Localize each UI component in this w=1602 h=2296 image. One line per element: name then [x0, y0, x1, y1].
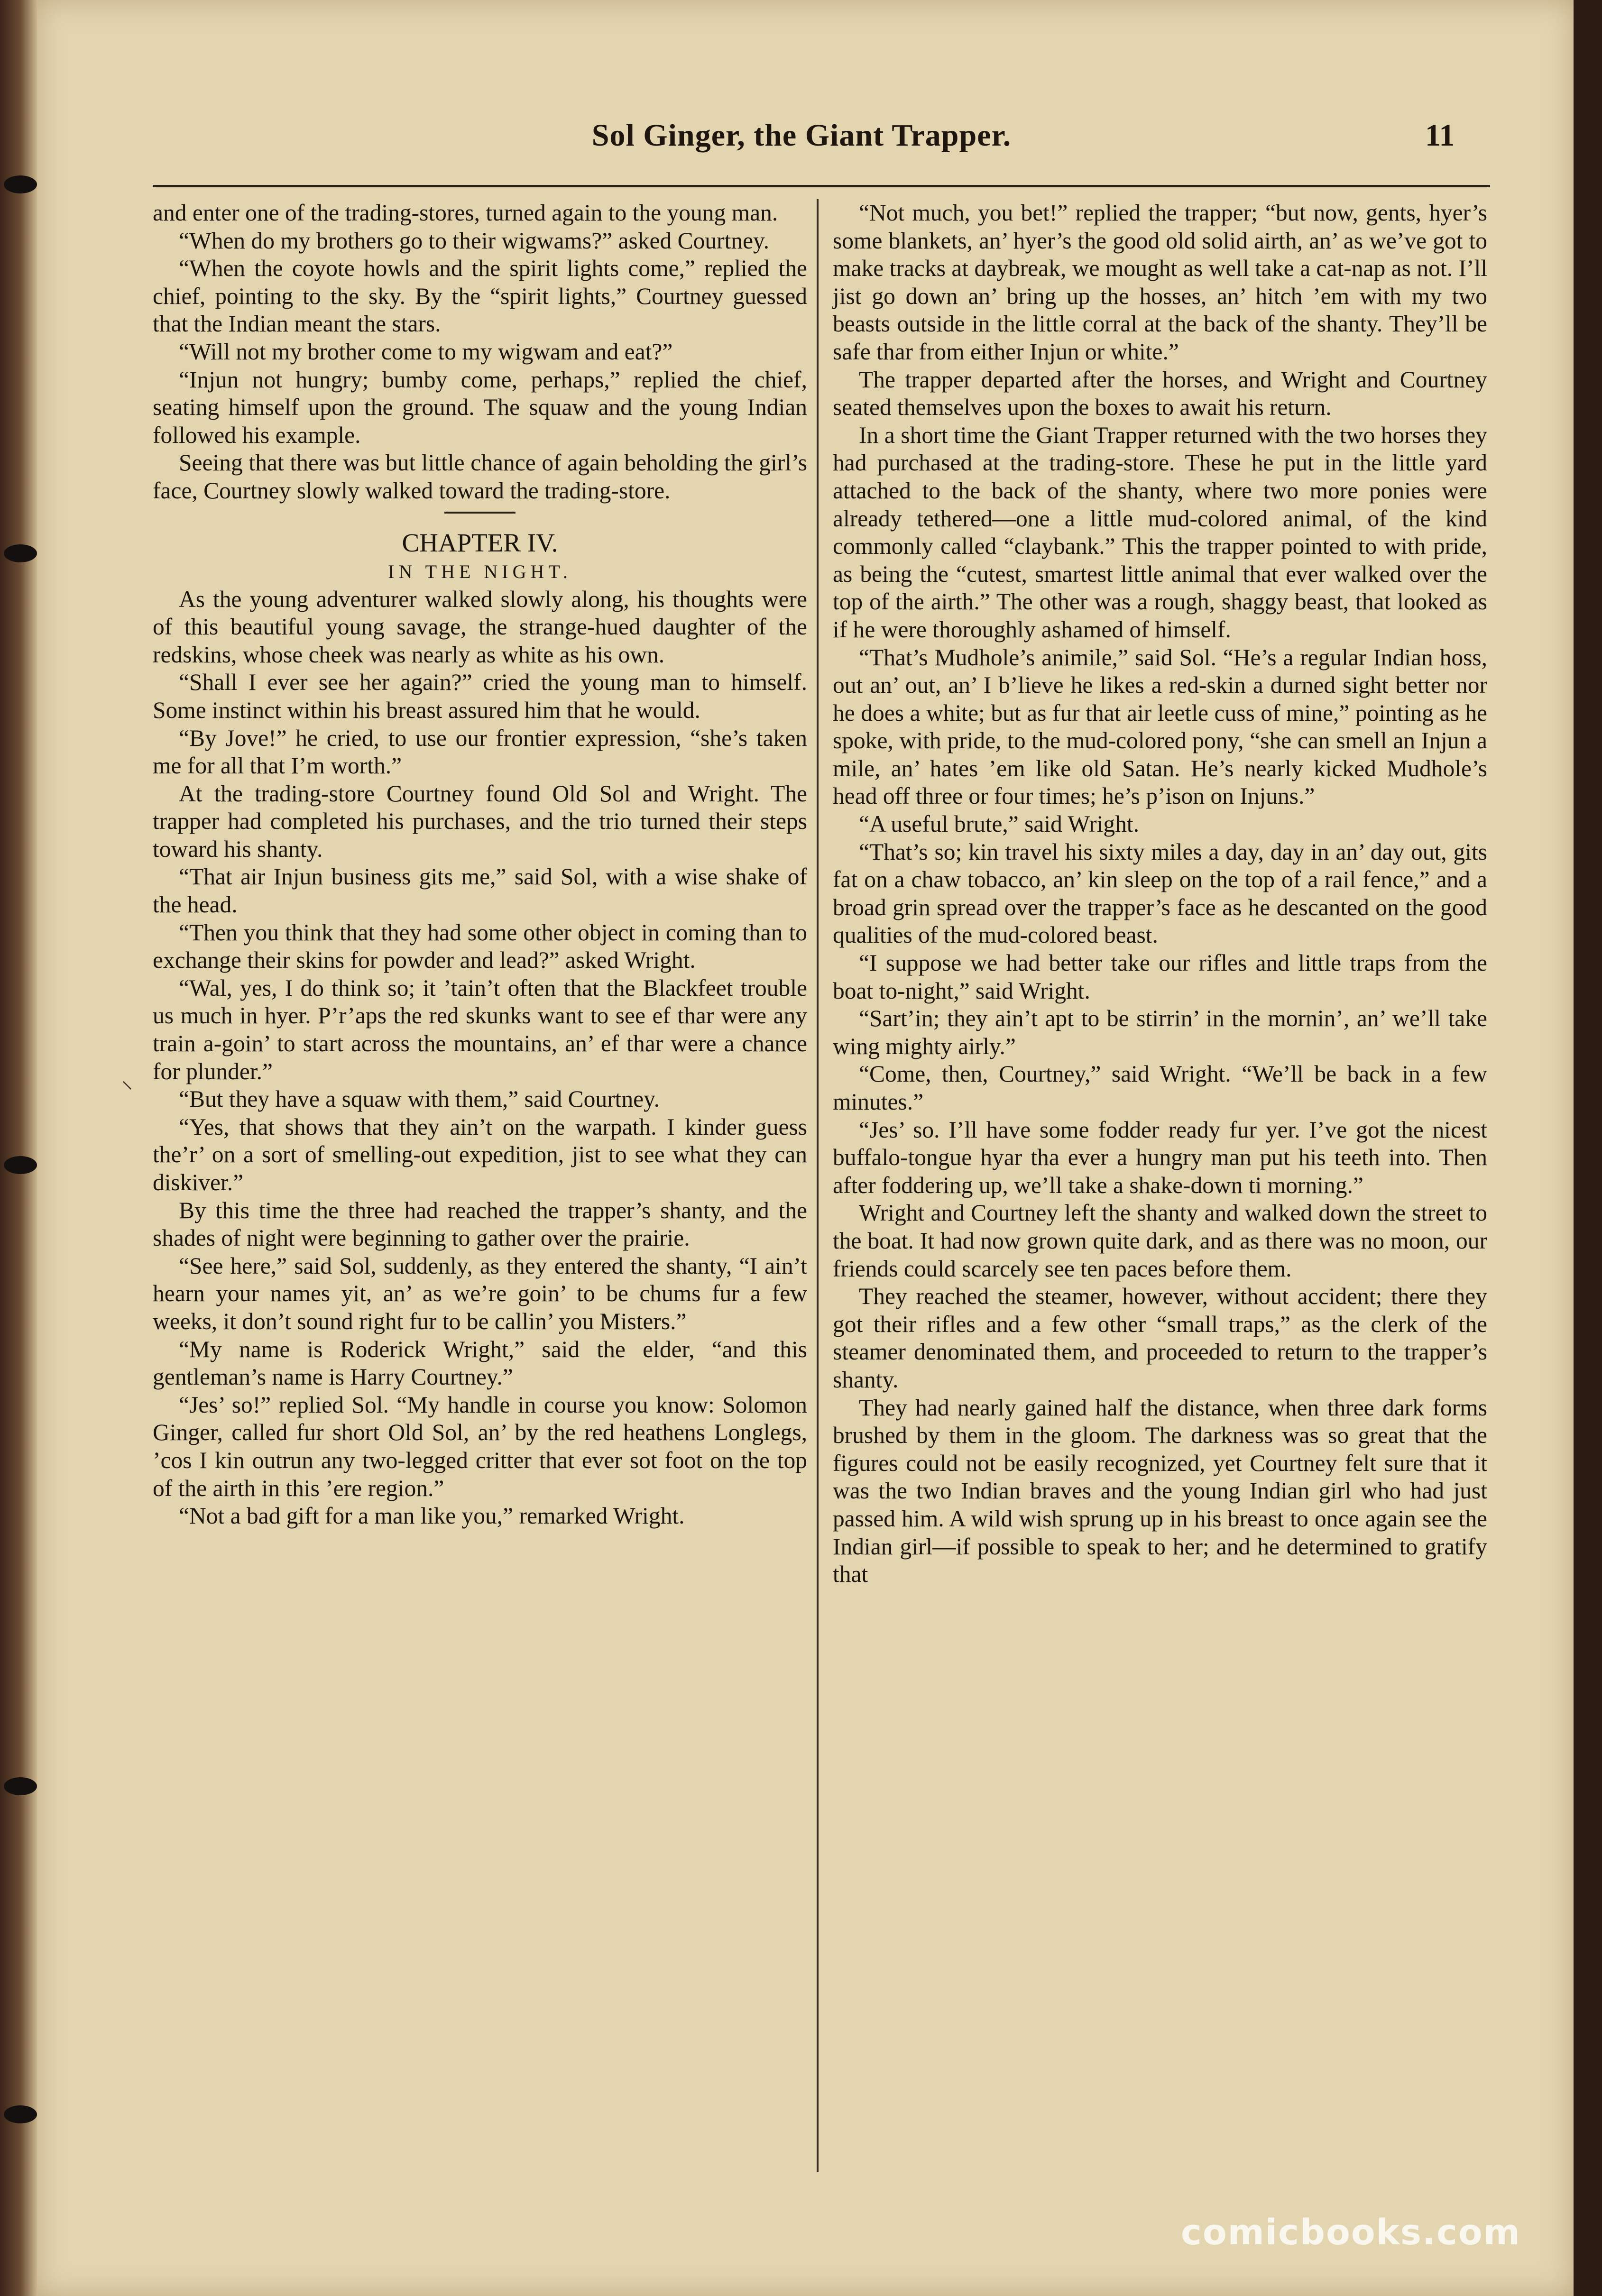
paragraph: The trapper departed after the horses, and Wright and Courtney seated themselves upon the boxes to await his return. — [833, 366, 1487, 421]
paragraph: By this time the three had reached the trapper’s shanty, and the shades of night were beginning to gather over the prairie. — [153, 1197, 807, 1251]
paragraph: “Sart’in; they ain’t apt to be stirrin’ in the mornin’, an’ we’ll take wing mighty airly.” — [833, 1005, 1487, 1059]
margin-mark: ⸜ — [121, 1068, 133, 1093]
paragraph: “Injun not hungry; bumby come, perhaps,” replied the chief, seating himself upon the ground. The squaw and the young Indian followed his example. — [153, 366, 807, 448]
paragraph: “See here,” said Sol, suddenly, as they entered the shanty, “I ain’t hearn your names yit, an’ as we’re goin’ to be chums fur a few weeks, it don’t sound right fur to be callin’ you Misters.” — [153, 1252, 807, 1334]
running-title: Sol Ginger, the Giant Trapper. — [591, 118, 1012, 153]
staple-hole — [4, 1777, 37, 1795]
paragraph: “That’s so; kin travel his sixty miles a day, day in an’ day out, gits fat on a chaw tobacco, an’ kin sleep on the top of a rail fence,” and a broad grin spread over the trapper’s face as he descanted on the good qualities of the mud-colored beast. — [833, 838, 1487, 948]
paragraph: “Jes’ so!” replied Sol. “My handle in course you know: Solomon Ginger, called fur short Old Sol, an’ by the red heathens Longlegs, ’cos I kin outrun any two-legged critter that ever sot foot on the top of the airth in this ’ere region.” — [153, 1391, 807, 1501]
staple-hole — [4, 544, 37, 562]
paragraph: Wright and Courtney left the shanty and walked down the street to the boat. It had now grown quite dark, and as there was no moon, our friends could scarcely see ten paces before them. — [833, 1200, 1487, 1282]
right-column — [833, 199, 1487, 1589]
paragraph: At the trading-store Courtney found Old Sol and Wright. The trapper had completed his purchases, and the trio turned their steps toward his shanty. — [153, 780, 807, 862]
paragraph: They had nearly gained half the distance, when three dark forms brushed by them in the gloom. The darkness was so great that the figures could not be easily recognized, yet Courtney felt sure that it was the two Indian braves and the young Indian girl who had just passed him. A wild wish sprung up in his breast to once again see the Indian girl—if possible to speak to her; and he determined to gratify that — [833, 1394, 1487, 1588]
paragraph: As the young adventurer walked slowly along, his thoughts were of this beautiful young savage, the strange-hued daughter of the redskins, whose cheek was nearly as white as his own. — [153, 586, 807, 668]
header-rule — [153, 185, 1490, 187]
right-paragraphs — [833, 199, 1487, 1589]
paragraph: “Not much, you bet!” replied the trapper; “but now, gents, hyer’s some blankets, an’ hyer’s the good old solid airth, an’ as we’ve got to make tracks at daybreak, we mought as well take a cat-nap as not. I’ll jist go down an’ bring up the hosses, an’ hitch ’em with my two beasts outside in the little corral at the back of the shanty. They’ll be safe thar from either Injun or white.” — [833, 200, 1487, 365]
staple-hole — [4, 2105, 37, 2123]
chapter-heading: CHAPTER IV. — [402, 528, 558, 557]
left-column — [153, 199, 807, 1530]
paragraph: “Shall I ever see her again?” cried the young man to himself. Some instinct within his breast assured him that he would. — [153, 669, 807, 723]
chapter-rule — [444, 512, 516, 514]
left-paragraphs-before — [153, 199, 807, 505]
paragraph: “Come, then, Courtney,” said Wright. “We’ll be back in a few minutes.” — [833, 1061, 1487, 1115]
paragraph: “Jes’ so. I’ll have some fodder ready fur yer. I’ve got the nicest buffalo-tongue hyar tha ever a hungry man put his teeth into. Then after foddering up, we’ll take a shake-down ti morning.” — [833, 1116, 1487, 1198]
paragraph: “I suppose we had better take our rifles and little traps from the boat to-night,” said Wright. — [833, 950, 1487, 1004]
paragraph: “Not a bad gift for a man like you,” remarked Wright. — [179, 1503, 685, 1529]
paragraph: “When do my brothers go to their wigwams?” asked Courtney. — [179, 227, 769, 254]
paragraph: Seeing that there was but little chance of again beholding the girl’s face, Courtney slowly walked toward the trading-store. — [153, 450, 807, 504]
paragraph: In a short time the Giant Trapper returned with the two horses they had purchased at the trading-store. These he put in the little yard attached to the back of the shanty, where two more ponies were already tethered—one a little mud-colored animal, of the kind commonly called “claybank.” This the trapper pointed to with pride, as being the “cutest, smartest little animal that ever walked over the top of the airth.” The other was a rough, shaggy beast, that looked as if he were thoroughly ashamed of himself. — [833, 422, 1487, 643]
paragraph: “When the coyote howls and the spirit lights come,” replied the chief, pointing to the sky. By the “spirit lights,” Courtney guessed that the Indian meant the stars. — [153, 255, 807, 337]
paragraph: “My name is Roderick Wright,” said the elder, “and this gentleman’s name is Harry Courtney.” — [153, 1336, 807, 1390]
paragraph: “But they have a squaw with them,” said Courtney. — [179, 1086, 660, 1112]
chapter-subtitle: IN THE NIGHT. — [388, 560, 572, 582]
paragraph: “Wal, yes, I do think so; it ’tain’t often that the Blackfeet trouble us much in hyer. P’r’aps the red skunks want to see ef thar were any train a-goin’ to start across the mountains, an’ ef thar were a chance for plunder.” — [153, 974, 807, 1084]
page-number: 11 — [1425, 118, 1455, 153]
left-paragraphs-after — [153, 586, 807, 1530]
paragraph: “A useful brute,” said Wright. — [859, 811, 1139, 837]
paragraph: They reached the steamer, however, without accident; there they got their rifles and a few other “small traps,” as the clerk of the steamer denominated them, and proceeded to return to the trapper’s shanty. — [833, 1283, 1487, 1393]
paragraph: “That air Injun business gits me,” said Sol, with a wise shake of the head. — [153, 863, 807, 918]
column-divider — [817, 199, 819, 2172]
staple-hole — [4, 1156, 37, 1174]
paragraph: “Then you think that they had some other object in coming than to exchange their skins for powder and lead?” asked Wright. — [153, 919, 807, 974]
staple-hole — [4, 175, 37, 193]
watermark: comicbooks.com — [1181, 2212, 1521, 2253]
binding-spine — [0, 0, 37, 2296]
paragraph: “That’s Mudhole’s animile,” said Sol. “He’s a regular Indian hoss, out an’ out, an’ I b’lieve he likes a red-skin a durned sight better nor he does a white; but as fur that air leetle cuss of mine,” pointing as he spoke, with pride, to the mud-colored pony, “she can smell an Injun a mile, an’ hates ’em like old Satan. He’s nearly kicked Mudhole’s head off three or four times; he’s p’ison on Injuns.” — [833, 644, 1487, 809]
paragraph: “Yes, that shows that they ain’t on the warpath. I kinder guess the’r’ on a sort of smelling-out expedition, jist to see what they can diskiver.” — [153, 1113, 807, 1195]
paragraph: “Will not my brother come to my wigwam and eat?” — [179, 338, 673, 365]
page-edge-shadow — [1574, 0, 1602, 2296]
paragraph: “By Jove!” he cried, to use our frontier expression, “she’s taken me for all that I’m worth.” — [153, 725, 807, 779]
paragraph: and enter one of the trading-stores, turned again to the young man. — [153, 200, 778, 226]
